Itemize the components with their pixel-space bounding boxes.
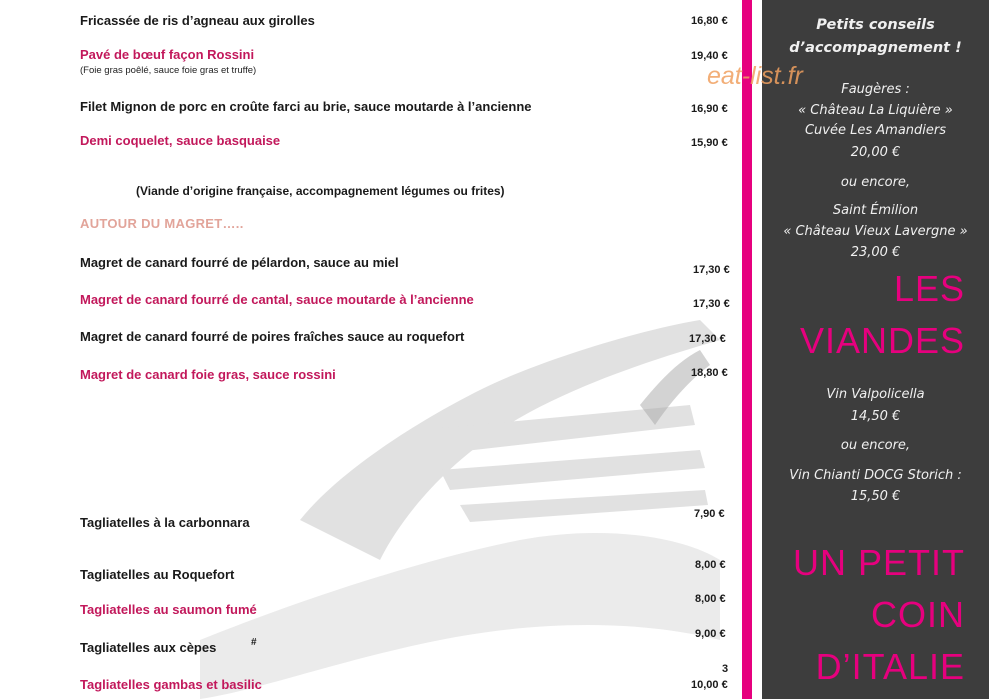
menu-item-name: Magret de canard fourré de cantal, sauce moutarde à l’ancienne: [80, 292, 474, 307]
wine-cuvee: Cuvée Les Amandiers: [804, 123, 947, 138]
menu-item-price: 19,40 €: [691, 50, 728, 62]
menu-item-name: Tagliatelles gambas et basilic: [80, 677, 262, 692]
wine-region: Faugères :: [841, 82, 910, 97]
wine-name: Vin Valpolicella: [826, 387, 925, 402]
section-heading-italie: D’ITALIE: [815, 646, 965, 687]
section-heading-viandes: VIANDES: [799, 320, 965, 361]
menu-item-price: 16,90 €: [691, 103, 728, 115]
menu-item-price: 8,00 €: [695, 559, 726, 571]
menu-item-name: Filet Mignon de porc en croûte farci au brie, sauce moutarde à l’ancienne: [80, 99, 532, 114]
wine-price: 14,50 €: [850, 409, 901, 424]
section-heading-magret: AUTOUR DU MAGRET…..: [80, 216, 244, 231]
wine-region: Saint Émilion: [832, 203, 919, 218]
menu-item-price: 10,00 €: [691, 679, 728, 691]
menu-item-name: Demi coquelet, sauce basquaise: [80, 133, 281, 148]
menu-item-price: 7,90 €: [694, 508, 725, 520]
menu-item-name: Tagliatelles aux cèpes: [80, 640, 217, 655]
menu-item-price: 17,30 €: [689, 333, 726, 345]
menu-item-price: 15,90 €: [691, 137, 728, 149]
wine-price: 20,00 €: [850, 145, 901, 160]
sidebar-title: Petits conseils: [816, 17, 935, 33]
menu-item-name: Magret de canard fourré de pélardon, sauce au miel: [80, 255, 399, 270]
wine-price: 15,50 €: [850, 489, 901, 504]
menu-item-price: 9,00 €: [695, 628, 726, 640]
menu-item-price: 8,00 €: [695, 593, 726, 605]
section-heading-italie: COIN: [871, 594, 965, 635]
menu-item-name: Fricassée de ris d’agneau aux girolles: [80, 13, 315, 28]
or-text: ou encore,: [840, 175, 911, 190]
or-text: ou encore,: [840, 438, 911, 453]
menu-item-name: Magret de canard foie gras, sauce rossini: [80, 367, 336, 382]
menu-item-name: Magret de canard fourré de poires fraîches sauce au roquefort: [80, 329, 465, 344]
menu-item-description: (Foie gras poêlé, sauce foie gras et truffe): [80, 65, 257, 76]
wine-name: « Château La Liquière »: [798, 103, 953, 118]
footnote-mark: #: [251, 637, 257, 648]
menu-item-name: Tagliatelles au saumon fumé: [80, 602, 257, 617]
menu-item-price: 17,30 €: [693, 298, 730, 310]
wine-name: « Château Vieux Lavergne »: [783, 224, 968, 239]
section-heading-viandes: LES: [893, 268, 965, 309]
wine-price: 23,00 €: [850, 245, 901, 260]
section-heading-italie: UN PETIT: [792, 542, 965, 583]
menu-item-price: 18,80 €: [691, 367, 728, 379]
divider: [752, 0, 762, 699]
sidebar-pairings: [762, 0, 989, 699]
menu-item-price: 16,80 €: [691, 15, 728, 27]
sidebar-title: d’accompagnement !: [789, 40, 962, 56]
pink-divider: [742, 0, 752, 699]
origin-note: (Viande d’origine française, accompagnement légumes ou frites): [136, 184, 505, 198]
menu-item-name: Tagliatelles au Roquefort: [80, 567, 235, 582]
menu-item-name: Tagliatelles à la carbonnara: [80, 515, 250, 530]
wine-name: Vin Chianti DOCG Storich :: [789, 468, 962, 483]
site-watermark: eat-list.fr: [707, 62, 803, 90]
footnote-mark: 3: [722, 663, 729, 675]
menu-item-name: Pavé de bœuf façon Rossini: [80, 47, 255, 62]
menu-item-price: 17,30 €: [693, 264, 730, 276]
